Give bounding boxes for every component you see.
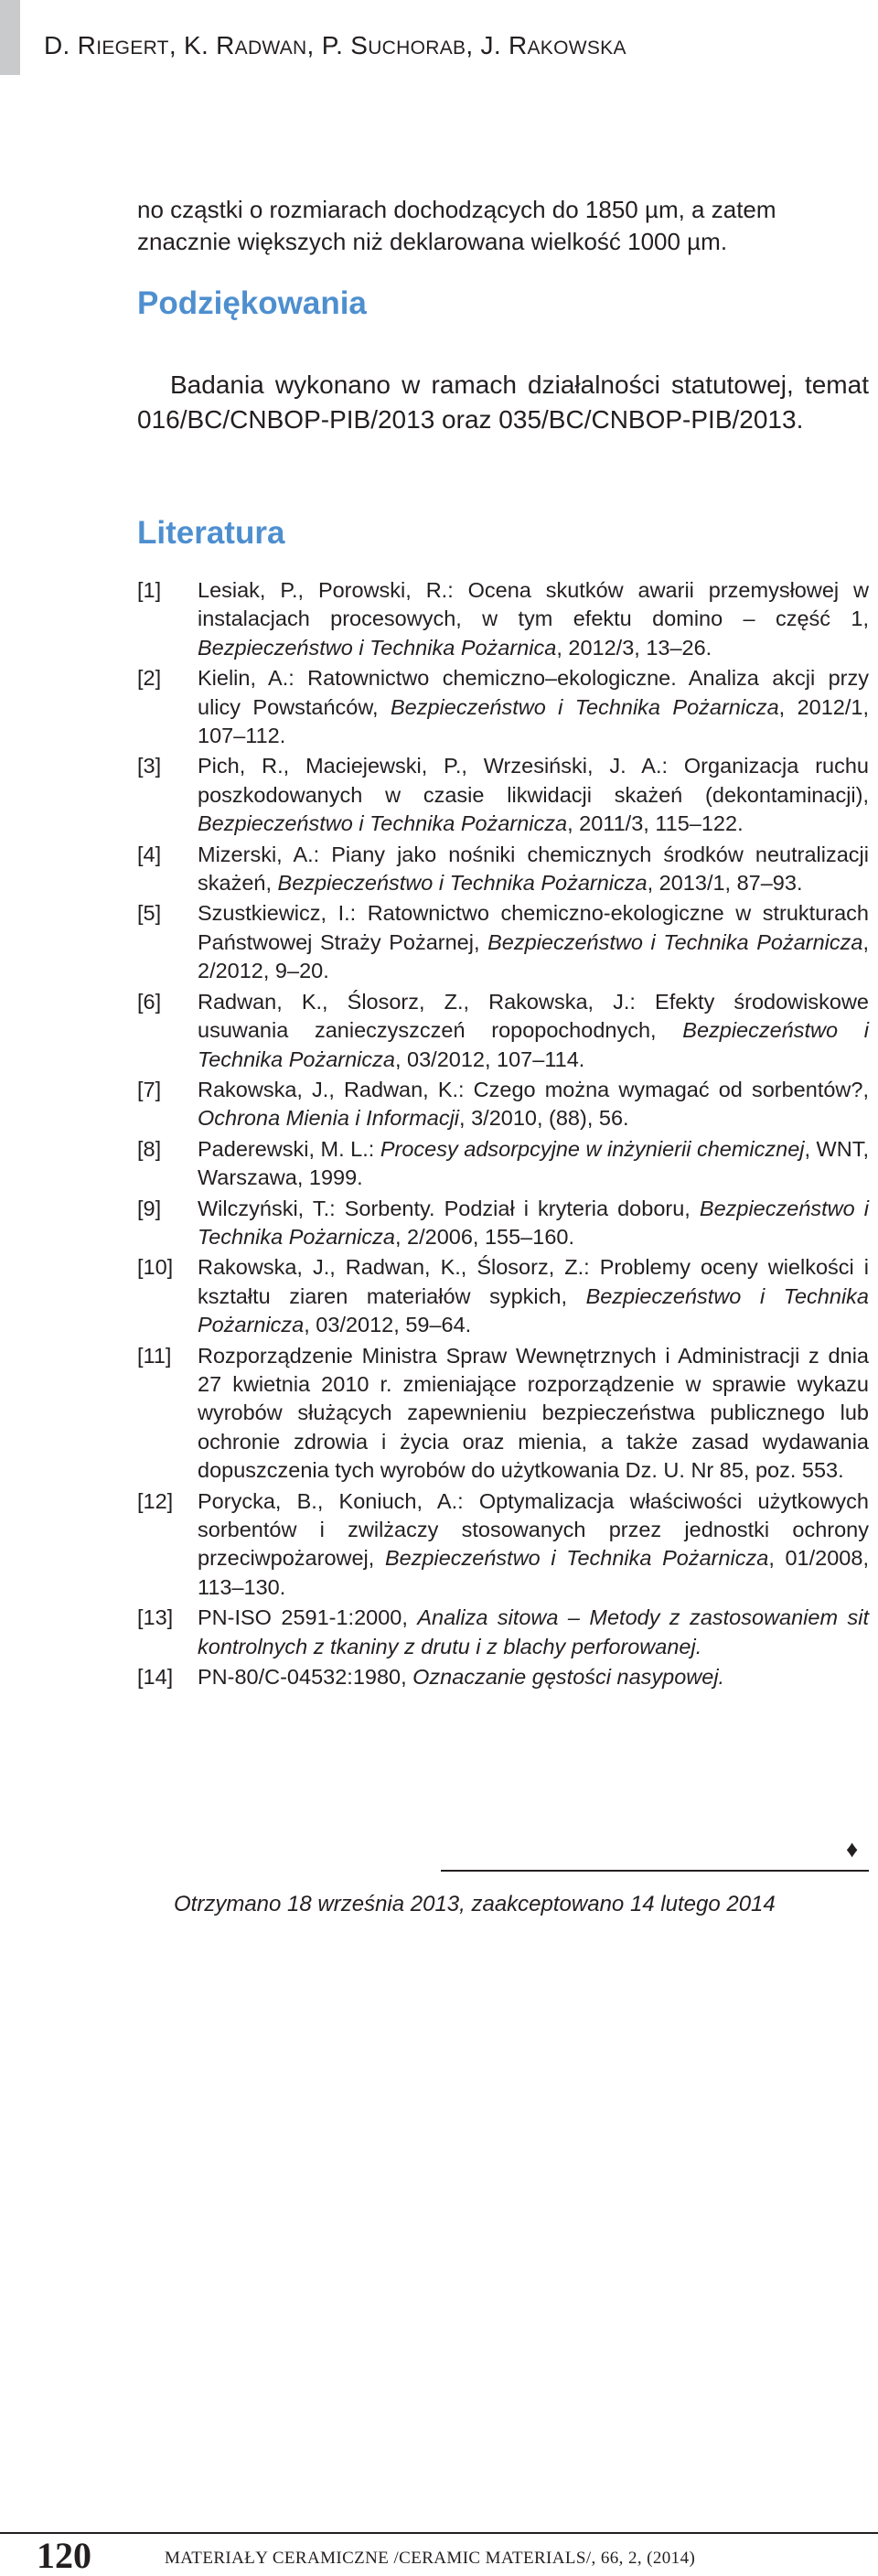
reference-item [137,841,869,898]
reference-authors-title: Szustkiewicz, I.: Ratownictwo chemiczno-ekologiczne w strukturach Państwowej Straży Pożarnej, [198,901,869,954]
reference-text [198,1076,869,1133]
reference-authors-title: Rakowska, J., Radwan, K., Ślosorz, Z.: Problemy oceny wielkości i kształtu ziaren materiałów sypkich, [198,1255,869,1308]
reference-text [198,664,869,750]
reference-authors-title: Mizerski, A.: Piany jako nośniki chemicznych środków neutralizacji skażeń, [198,842,869,896]
running-header-authors: D. RIEGERT, K. RADWAN, P. SUCHORAB, J. RAKOWSKA [44,31,626,59]
reference-details: , 2013/1, 87–93. [647,871,803,896]
reference-item [137,664,869,750]
reference-text [198,1195,869,1252]
literature-heading: Literatura [137,515,285,551]
reference-item [137,1135,869,1193]
author-4: J. RAKOWSKA [480,31,626,59]
reference-text [198,1604,869,1661]
reference-number: [4] [137,842,162,866]
acknowledgements-heading: Podziękowania [137,285,367,321]
reference-authors-title: Rozporządzenie Ministra Spraw Wewnętrznych i Administracji z dnia 27 kwietnia 2010 r. zmieniające rozporządzenie w sprawie wykazu wyrobów służących zapewnieniu bezpieczeństwa publicznego lub ochronie zdrowia i życia oraz mienia, a także zasad wydawania dopuszczenia tych wyrobów do użytkowania Dz. U. Nr 85, poz. 553. [198,1343,869,1483]
reference-text [198,1487,869,1603]
reference-details: , 2011/3, 115–122. [567,811,744,836]
reference-number: [2] [137,666,162,691]
reference-number: [11] [137,1343,172,1368]
reference-source-italic: Bezpieczeństwo i Technika Pożarnicza [198,811,568,836]
reference-details: , 03/2012, 59–64. [304,1313,472,1337]
reference-source-italic: Bezpieczeństwo i Technika Pożarnicza [384,1546,769,1571]
reference-text [198,988,869,1074]
reference-number: [5] [137,901,162,926]
reference-item [137,988,869,1074]
end-diamond-mark: ♦ [846,1835,859,1862]
footer-rule [0,2532,878,2534]
reference-number: [8] [137,1136,162,1161]
reference-item [137,576,869,662]
received-accepted-dates: Otrzymano 18 września 2013, zaakceptowano 14 lutego 2014 [174,1892,776,1916]
reference-details: , 2012/1, 107–112. [198,694,869,748]
reference-authors-title: Lesiak, P., Porowski, R.: Ocena skutków awarii przemysłowej w instalacjach procesowych, w tym efektu domino – część 1, [198,578,869,631]
reference-details: , 2/2012, 9–20. [198,929,869,983]
reference-source-italic: Analiza sitowa – Metody z zastosowaniem sit kontrolnych z tkaniny z drutu i z blachy perforowanej. [198,1605,869,1658]
reference-item [137,1604,869,1661]
reference-number: [1] [137,578,162,602]
reference-source-italic: Procesy adsorpcyjne w inżynierii chemicznej [380,1136,805,1161]
author-3: P. SUCHORAB [321,31,466,59]
reference-number: [12] [137,1488,174,1513]
reference-details: , 03/2012, 107–114. [394,1046,585,1071]
intro-paragraph: no cząstki o rozmiarach dochodzących do 1850 µm, a zatem znacznie większych niż deklarowana wielkość 1000 µm. [137,196,776,255]
reference-item [137,1253,869,1339]
reference-item [137,1195,869,1252]
header-accent-bar [0,0,20,75]
reference-text [198,752,869,838]
reference-number: [13] [137,1605,174,1630]
reference-authors-title: Kielin, A.: Ratownictwo chemiczno–ekologiczne. Analiza akcji przy ulicy Powstańców, [198,666,869,719]
reference-number: [3] [137,754,162,778]
reference-authors-title: PN-80/C-04532:1980, [198,1665,413,1690]
reference-details: , 3/2010, (88), 56. [459,1106,629,1131]
reference-text [198,1135,869,1193]
reference-item [137,1487,869,1603]
reference-number: [9] [137,1196,162,1220]
reference-authors-title: Wilczyński, T.: Sorbenty. Podział i kryteria doboru, [198,1196,700,1220]
reference-number: [14] [137,1665,174,1690]
reference-details: , WNT, Warszawa, 1999. [198,1136,869,1190]
reference-source-italic: Bezpieczeństwo i Technika Pożarnica [198,635,557,660]
reference-source-italic: Bezpieczeństwo i Technika Pożarnicza [487,929,863,954]
reference-text [198,1342,869,1486]
reference-source-italic: Bezpieczeństwo i Technika Pożarnicza [198,1283,869,1337]
reference-authors-title: PN-ISO 2591-1:2000, [198,1605,418,1630]
page-number: 120 [37,2535,91,2576]
acknowledgements-text: Badania wykonano w ramach działalności statutowej, temat 016/BC/CNBOP-PIB/2013 oraz 035/BC/CNBOP-PIB/2013. [137,370,869,434]
reference-text [198,1253,869,1339]
reference-list [137,576,869,1693]
end-rule [441,1870,869,1872]
author-1: D. RIEGERT [44,31,169,59]
reference-item [137,1342,869,1486]
journal-footer: MATERIAŁY CERAMICZNE /CERAMIC MATERIALS/, 66, 2, (2014) [165,2549,696,2568]
reference-item [137,752,869,838]
author-2: K. RADWAN [183,31,307,59]
reference-source-italic: Bezpieczeństwo i Technika Pożarnicza [390,694,779,719]
reference-item [137,899,869,985]
reference-source-italic: Bezpieczeństwo i Technika Pożarnicza [277,871,648,896]
reference-text [198,841,869,898]
reference-number: [7] [137,1077,162,1101]
reference-item [137,1663,869,1691]
reference-source-italic: Bezpieczeństwo i Technika Pożarnicza [198,1018,869,1071]
reference-source-italic: Ochrona Mienia i Informacji [198,1106,460,1131]
reference-item [137,1076,869,1133]
reference-authors-title: Porycka, B., Koniuch, A.: Optymalizacja właściwości użytkowych sorbentów i zwilżaczy stosowanych przez jednostki ochrony przeciwpożarowej, [198,1488,869,1571]
reference-details: , 01/2008, 113–130. [198,1546,869,1599]
reference-number: [10] [137,1255,174,1280]
reference-details: , 2012/3, 13–26. [556,635,712,660]
reference-details: , 2/2006, 155–160. [394,1224,574,1249]
reference-text [198,899,869,985]
reference-text [198,1663,869,1691]
reference-authors-title: Radwan, K., Ślosorz, Z., Rakowska, J.: Efekty środowiskowe usuwania zanieczyszczeń ropopochodnych, [198,989,869,1043]
reference-authors-title: Paderewski, M. L.: [198,1136,380,1161]
reference-authors-title: Pich, R., Maciejewski, P., Wrzesiński, J. A.: Organizacja ruchu poszkodowanych w czasie likwidacji skażeń (dekontaminacji), [198,754,869,807]
reference-text [198,576,869,662]
reference-source-italic: Bezpieczeństwo i Technika Pożarnicza [198,1196,869,1249]
reference-authors-title: Rakowska, J., Radwan, K.: Czego można wymagać od sorbentów?, [198,1077,869,1101]
reference-number: [6] [137,989,162,1014]
reference-source-italic: Oznaczanie gęstości nasypowej. [412,1665,725,1690]
